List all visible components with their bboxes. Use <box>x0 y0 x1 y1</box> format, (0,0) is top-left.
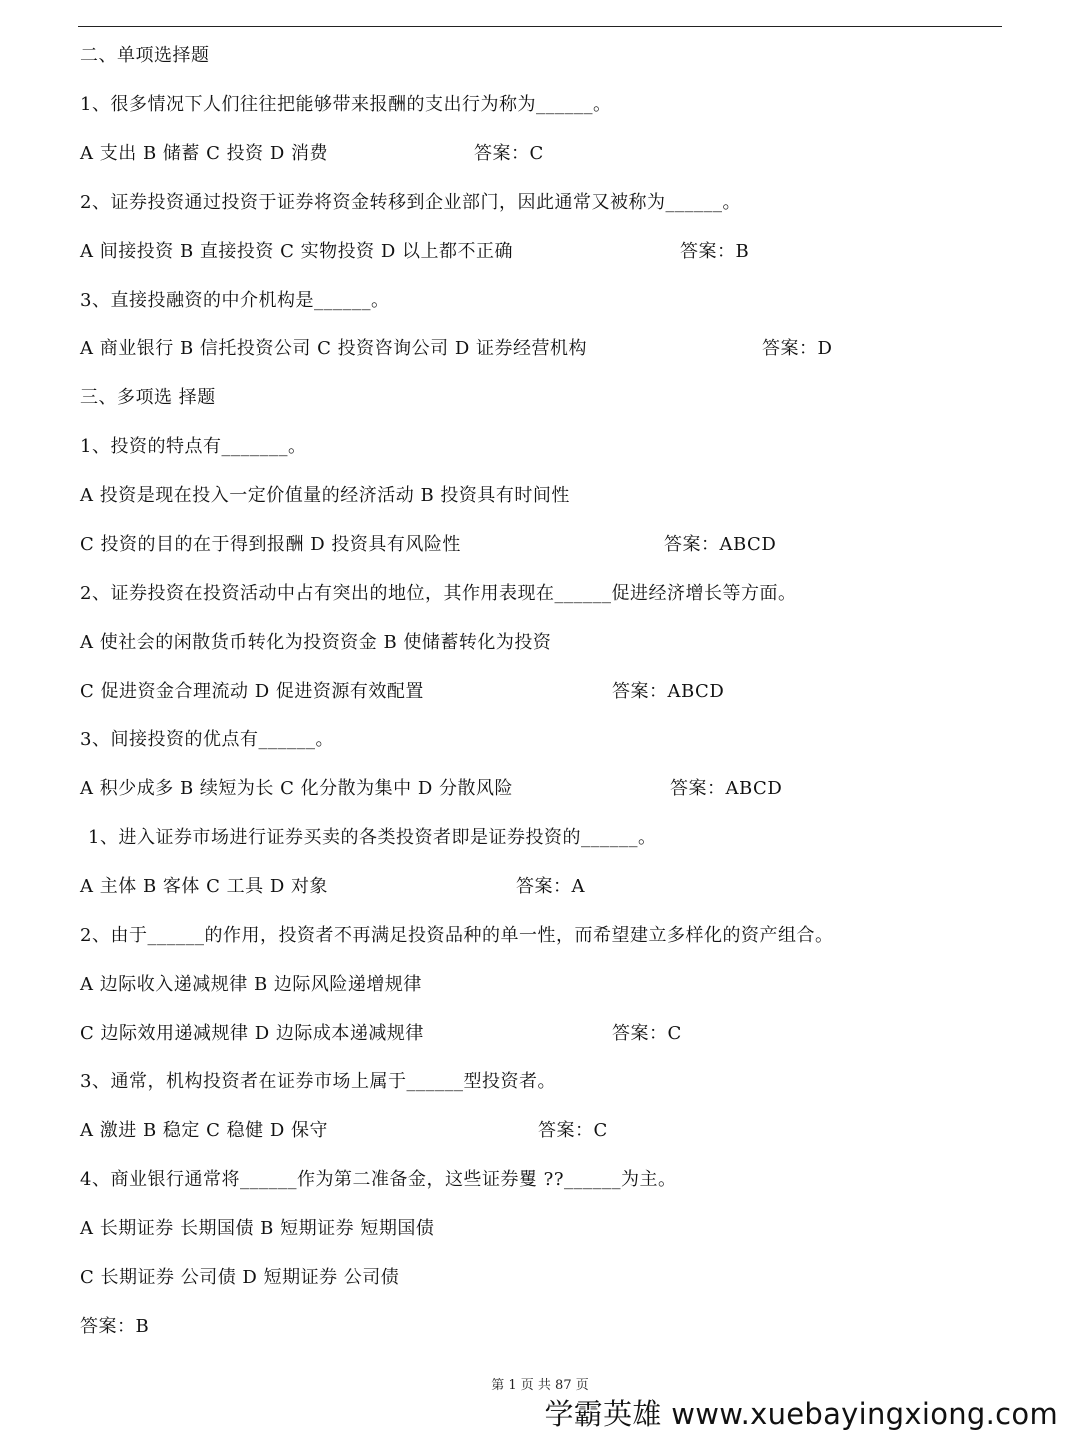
options-line: C 长期证券 公司债 D 短期证券 公司债 <box>80 1267 400 1288</box>
answer-label: 答案：B <box>80 1316 150 1337</box>
site-watermark: 学霸英雄 www.xuebayingxiong.com <box>544 1397 1058 1431</box>
options-line: A 积少成多 B 续短为长 C 化分散为集中 D 分散风险 <box>80 778 513 799</box>
answer-label: 答案：ABCD <box>612 681 725 702</box>
options-line: C 促进资金合理流动 D 促进资源有效配置 <box>80 681 424 702</box>
options-line: A 激进 B 稳定 C 稳健 D 保守 <box>80 1120 328 1141</box>
answer-label: 答案：C <box>474 143 544 164</box>
answer-label: 答案：C <box>612 1023 682 1044</box>
question-line: 2、由于______的作用，投资者不再满足投资品种的单一性，而希望建立多样化的资产组合。 <box>80 925 834 946</box>
options-line: A 主体 B 客体 C 工具 D 对象 <box>80 876 328 897</box>
question-line: 4、商业银行通常将______作为第二准备金，这些证券矍 ??______为主。 <box>80 1169 677 1190</box>
question-line: 2、证券投资通过投资于证券将资金转移到企业部门，因此通常又被称为______。 <box>80 192 741 213</box>
page-number: 第 1 页 共 87 页 <box>491 1378 589 1393</box>
options-line: A 使社会的闲散货币转化为投资资金 B 使储蓄转化为投资 <box>80 632 552 653</box>
section-title-multi-choice: 三、多项选 择题 <box>80 387 216 408</box>
options-line: C 投资的目的在于得到报酬 D 投资具有风险性 <box>80 534 461 555</box>
question-line: 2、证券投资在投资活动中占有突出的地位，其作用表现在______促进经济增长等方面。 <box>80 583 797 604</box>
answer-label: 答案：ABCD <box>670 778 783 799</box>
section-title-single-choice: 二、单项选择题 <box>80 45 210 66</box>
question-line: 1、进入证券市场进行证券买卖的各类投资者即是证券投资的______。 <box>88 827 657 848</box>
options-line: A 投资是现在投入一定价值量的经济活动 B 投资具有时间性 <box>80 485 570 506</box>
options-line: A 间接投资 B 直接投资 C 实物投资 D 以上都不正确 <box>80 241 513 262</box>
answer-label: 答案：C <box>538 1120 608 1141</box>
options-line: A 边际收入递减规律 B 边际风险递增规律 <box>80 974 422 995</box>
options-line: A 长期证券 长期国债 B 短期证券 短期国债 <box>80 1218 435 1239</box>
question-line: 3、通常，机构投资者在证券市场上属于______型投资者。 <box>80 1071 556 1092</box>
question-line: 3、直接投融资的中介机构是______。 <box>80 290 390 311</box>
answer-label: 答案：D <box>762 338 833 359</box>
options-line: C 边际效用递减规律 D 边际成本递减规律 <box>80 1023 424 1044</box>
answer-label: 答案：ABCD <box>664 534 777 555</box>
question-line: 1、投资的特点有_______。 <box>80 436 307 457</box>
answer-label: 答案：B <box>680 241 750 262</box>
answer-label: 答案：A <box>516 876 585 897</box>
options-line: A 商业银行 B 信托投资公司 C 投资咨询公司 D 证券经营机构 <box>80 338 587 359</box>
question-line: 1、很多情况下人们往往把能够带来报酬的支出行为称为______。 <box>80 94 612 115</box>
options-line: A 支出 B 储蓄 C 投资 D 消费 <box>80 143 328 164</box>
question-line: 3、间接投资的优点有______。 <box>80 729 334 750</box>
